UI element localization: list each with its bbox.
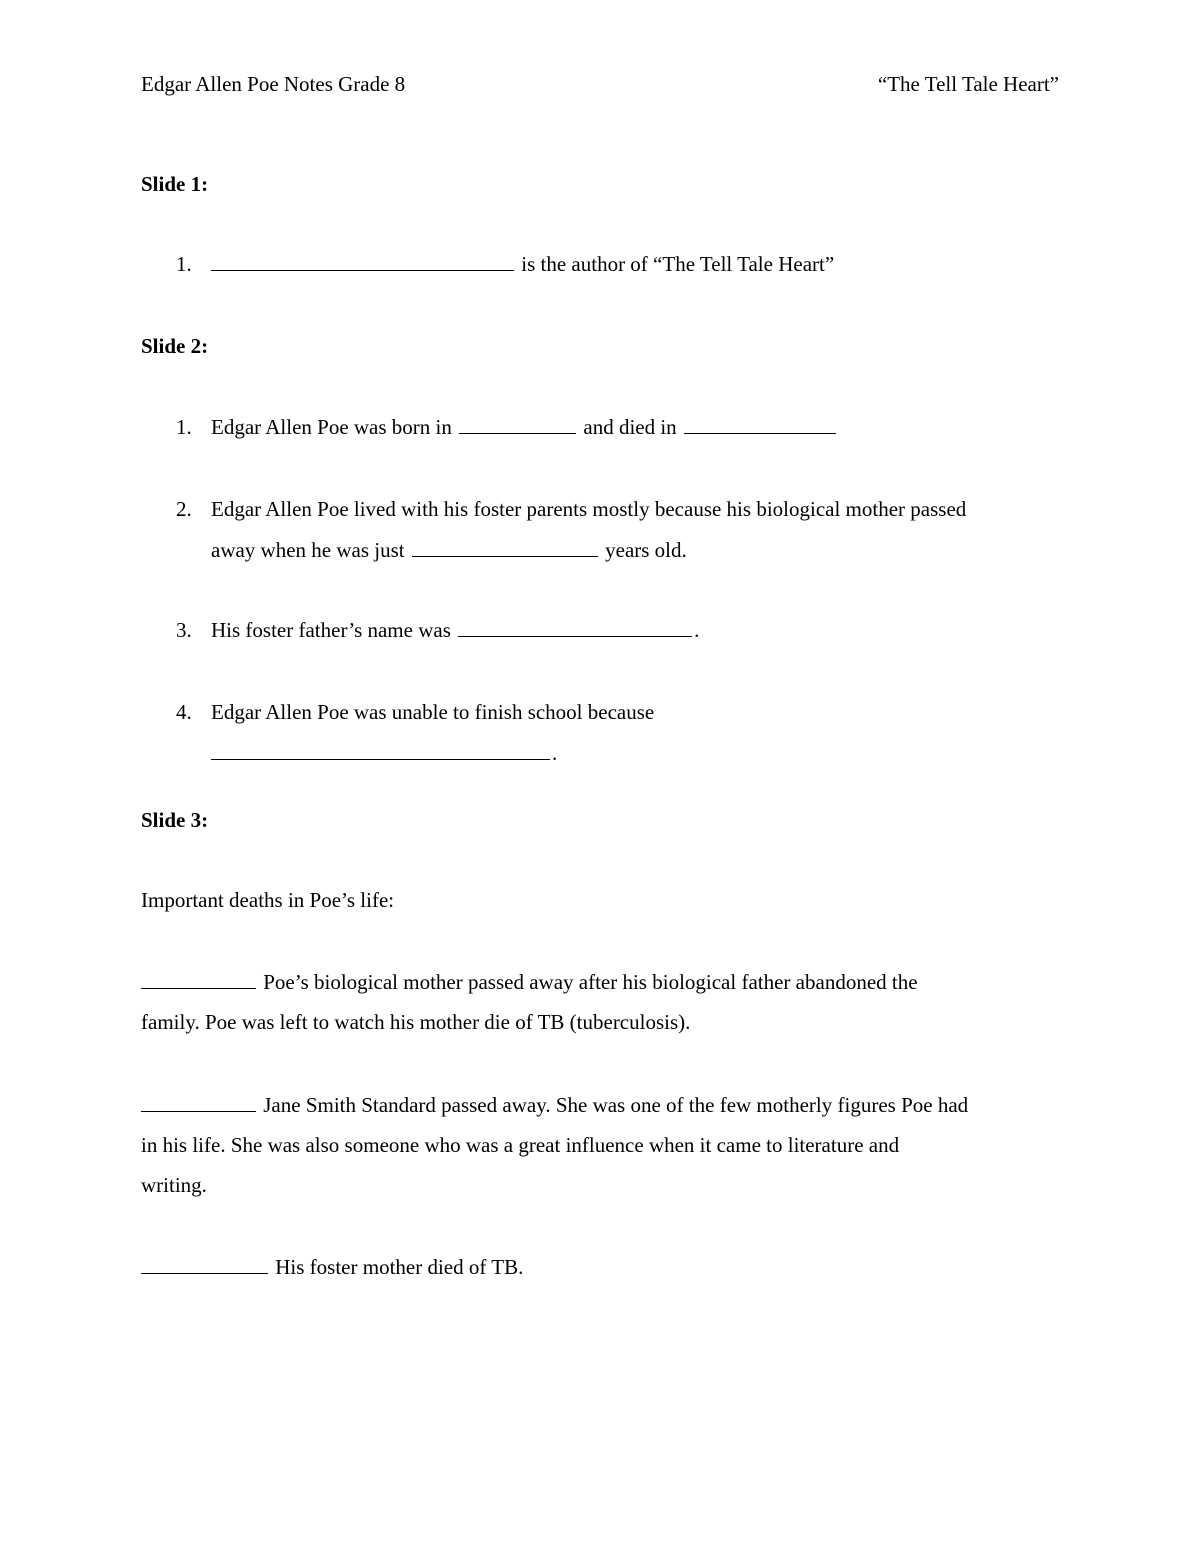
- answer-blank-born[interactable]: [459, 415, 576, 434]
- page-header: [141, 72, 1059, 102]
- question-text: Edgar Allen Poe was born in and died in: [211, 407, 1061, 448]
- slide-2-question-2: [141, 489, 1059, 571]
- header-title: Edgar Allen Poe Notes Grade 8: [141, 72, 406, 96]
- answer-blank-year-3[interactable]: [141, 1255, 268, 1274]
- question-number: 2.: [176, 497, 192, 521]
- question-number: 3.: [176, 618, 192, 642]
- answer-blank-age[interactable]: [412, 538, 598, 557]
- slide-1-heading: Slide 1:: [141, 172, 209, 196]
- answer-blank-school[interactable]: [211, 741, 550, 760]
- slide-1-question-1: [141, 244, 1059, 285]
- answer-blank[interactable]: [211, 252, 514, 271]
- document-page: [141, 0, 1061, 1553]
- slide-2-heading: Slide 2:: [141, 334, 209, 358]
- answer-blank-year-2[interactable]: [141, 1093, 256, 1112]
- answer-blank-year-1[interactable]: [141, 970, 256, 989]
- death-entry-foster-mother: His foster mother died of TB.: [141, 1247, 1059, 1287]
- death-entry-biological-mother: Poe’s biological mother passed away after his biological father abandoned the family. Poe was left to watch his mother die of TB (tuberculosis).: [141, 970, 918, 1034]
- question-text: Edgar Allen Poe lived with his foster parents mostly because his biological mother passed away when he was just years old.: [211, 497, 967, 562]
- answer-blank-died[interactable]: [684, 415, 836, 434]
- death-entry-jane-stanard: Jane Smith Standard passed away. She was one of the few motherly figures Poe had in his life. She was also someone who was a great influence when it came to literature and writing.: [141, 1093, 969, 1197]
- slide-2-question-1: [141, 407, 1059, 448]
- slide-2-question-3: [141, 610, 1059, 651]
- question-number: 1.: [176, 415, 192, 439]
- question-number: 1.: [176, 252, 192, 276]
- question-text: His foster father’s name was .: [211, 618, 700, 642]
- slide-3-heading: Slide 3:: [141, 808, 209, 832]
- answer-blank-foster-father[interactable]: [458, 618, 692, 637]
- slide-2-question-4: [141, 692, 1059, 774]
- question-number: 4.: [176, 700, 192, 724]
- question-text: Edgar Allen Poe was unable to finish school because .: [211, 700, 655, 765]
- deaths-intro: Important deaths in Poe’s life:: [141, 888, 395, 912]
- question-text: is the author of “The Tell Tale Heart”: [211, 244, 1061, 285]
- header-story-title: “The Tell Tale Heart”: [877, 72, 1059, 96]
